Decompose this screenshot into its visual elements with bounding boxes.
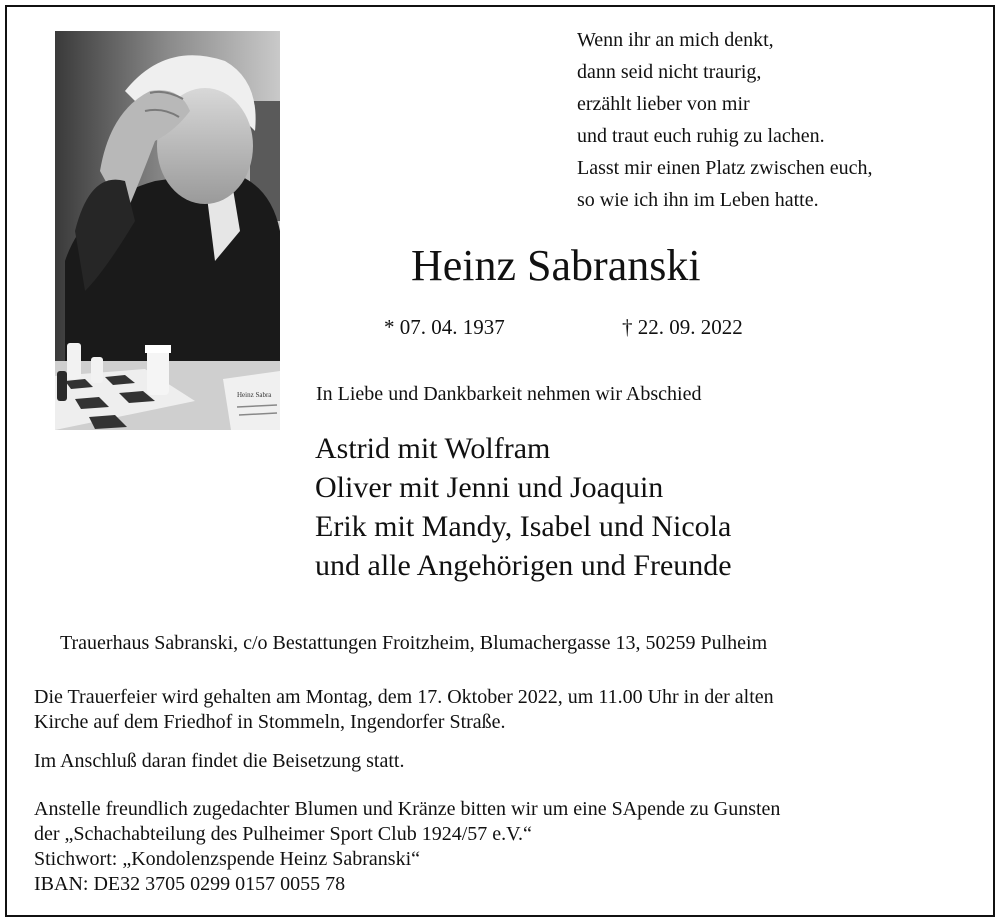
- poem-line: dann seid nicht traurig,: [577, 61, 762, 83]
- mourners-list: [315, 429, 732, 585]
- poem-line: erzählt lieber von mir: [577, 93, 750, 115]
- poem: [577, 24, 872, 216]
- nameplate-text: Heinz Sabra: [237, 391, 272, 399]
- poem-line: Wenn ihr an mich denkt,: [577, 29, 774, 51]
- mourner-line: Erik mit Mandy, Isabel und Nicola: [315, 510, 732, 543]
- donation-line: Anstelle freundlich zugedachter Blumen und Kränze bitten wir um eine SApende zu Gunsten: [34, 798, 781, 820]
- deceased-name: Heinz Sabranski: [411, 241, 701, 290]
- farewell-text: In Liebe und Dankbarkeit nehmen wir Abschied: [316, 383, 702, 405]
- burial-info: Im Anschluß daran findet die Beisetzung statt.: [34, 750, 405, 772]
- donation-iban: IBAN: DE32 3705 0299 0157 0055 78: [34, 873, 346, 895]
- portrait-photo: [55, 31, 280, 430]
- mourner-line: und alle Angehörigen und Freunde: [315, 549, 732, 582]
- portrait-illustration: [55, 31, 280, 430]
- donation-info: [34, 797, 780, 897]
- donation-line: Stichwort: „Kondolenzspende Heinz Sabranski“: [34, 848, 421, 870]
- birth-date: * 07. 04. 1937: [384, 315, 505, 339]
- poem-line: Lasst mir einen Platz zwischen euch,: [577, 157, 873, 179]
- mourning-house-address: Trauerhaus Sabranski, c/o Bestattungen Froitzheim, Blumachergasse 13, 50259 Pulheim: [60, 632, 768, 654]
- death-date: † 22. 09. 2022: [622, 315, 743, 339]
- mourner-line: Oliver mit Jenni und Joaquin: [315, 471, 664, 504]
- poem-line: und traut euch ruhig zu lachen.: [577, 125, 825, 147]
- ceremony-info: [34, 685, 774, 735]
- ceremony-line: Die Trauerfeier wird gehalten am Montag, dem 17. Oktober 2022, um 11.00 Uhr in der alten: [34, 686, 774, 708]
- poem-line: so wie ich ihn im Leben hatte.: [577, 189, 819, 211]
- donation-line: der „Schachabteilung des Pulheimer Sport Club 1924/57 e.V.“: [34, 823, 532, 845]
- mourner-line: Astrid mit Wolfram: [315, 432, 551, 465]
- ceremony-line: Kirche auf dem Friedhof in Stommeln, Ingendorfer Straße.: [34, 711, 506, 733]
